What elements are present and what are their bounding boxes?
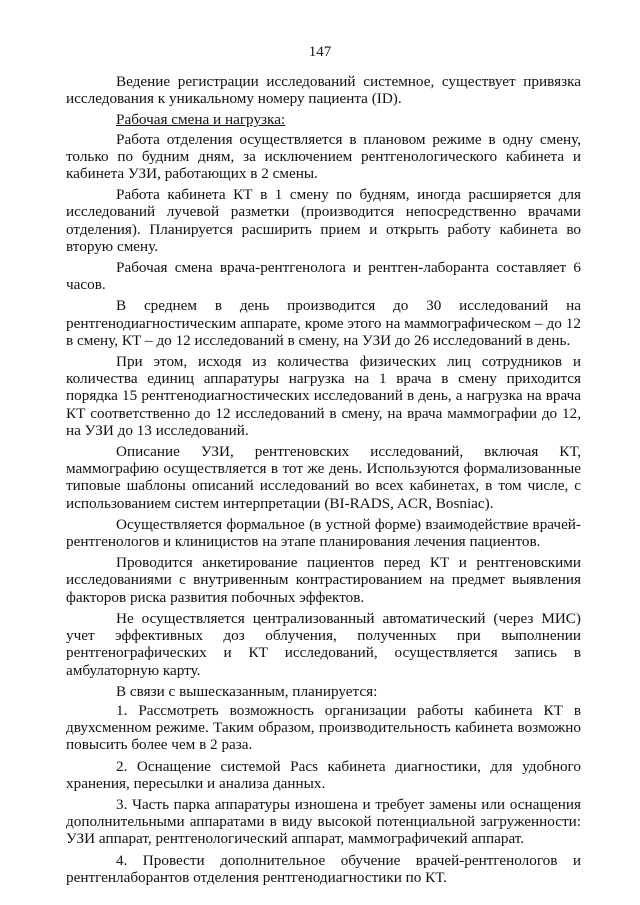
- plan-item-4: 4. Провести дополнительное обучение врачей-рентгенологов и рентгенлаборантов отделения рентгенодиагностики по КТ.: [66, 851, 581, 886]
- paragraph-staff-load: При этом, исходя из количества физических лиц сотрудников и количества единиц аппаратуры нагрузка на 1 врача в смену приходится порядка 15 рентгенодиагностических исследований в день, а нагрузка на врача КТ соответственно до 12 исследований в смену, на врача маммографии до 12, на УЗИ до 13 исследований.: [66, 353, 581, 439]
- plan-item-3: 3. Часть парка аппаратуры изношена и требует замены или оснащения дополнительными аппаратами в виду высокой потенциальной загруженности: УЗИ аппарат, рентгенологический аппарат, маммографичекий аппарат.: [66, 795, 581, 848]
- paragraph-dose-tracking: Не осуществляется централизованный автоматический (через МИС) учет эффективных доз облучения, полученных при выполнении рентгенографических и КТ исследований, осуществляется запись в амбулаторную карту.: [66, 609, 581, 679]
- plan-item-1: 1. Рассмотреть возможность организации работы кабинета КТ в двухсменном режиме. Таким образом, производительность кабинета возможно повысить более чем в 2 раза.: [66, 701, 581, 754]
- paragraph-clinician-interaction: Осуществляется формальное (в устной форме) взаимодействие врачей-рентгенологов и клиницистов на этапе планирования лечения пациентов.: [66, 515, 581, 551]
- paragraph-department-schedule: Работа отделения осуществляется в плановом режиме в одну смену, только по будним дням, за исключением рентгенологического кабинета и кабинета УЗИ, работающих в 2 смены.: [66, 130, 581, 183]
- paragraph-patient-survey: Проводится анкетирование пациентов перед КТ и рентгеновскими исследованиями с внутривенным контрастированием на предмет выявления факторов риска развития побочных эффектов.: [66, 554, 581, 606]
- paragraph-ct-schedule: Работа кабинета КТ в 1 смену по будням, иногда расширяется для исследований лучевой разметки (производится непосредственно врачами отделения). Планируется расширить прием и открыть работу кабинета во вторую смену.: [66, 186, 581, 255]
- paragraph-shift-duration: Рабочая смена врача-рентгенолога и рентген-лаборанта составляет 6 часов.: [66, 259, 581, 294]
- plan-item-2: 2. Оснащение системой Pacs кабинета диагностики, для удобного хранения, пересылки и анализа данных.: [66, 757, 581, 792]
- paragraph-report-templates: Описание УЗИ, рентгеновских исследований, включая КТ, маммографию осуществляется в тот же день. Используются формализованные типовые шаблоны описаний исследований во всех кабинетах, в том числе, с использованием систем интерпретации (BI-RADS, ACR, Bosniac).: [66, 443, 581, 512]
- paragraph-registration: Ведение регистрации исследований системное, существует привязка исследования к уникальному номеру пациента (ID).: [66, 73, 581, 108]
- section-heading-workload: [66, 111, 581, 128]
- paragraph-daily-volume: В среднем в день производится до 30 исследований на рентгенодиагностическим аппарате, кроме этого на маммографическом – до 12 в смену, КТ – до 12 исследований в смену, на УЗИ до 26 исследований в день.: [66, 297, 581, 349]
- page-number: 147: [308, 44, 332, 60]
- document-body: [66, 73, 581, 890]
- paragraph-plans-intro: В связи с вышесказанным, планируется:: [116, 682, 378, 700]
- section-heading-text: Рабочая смена и нагрузка:: [116, 111, 286, 129]
